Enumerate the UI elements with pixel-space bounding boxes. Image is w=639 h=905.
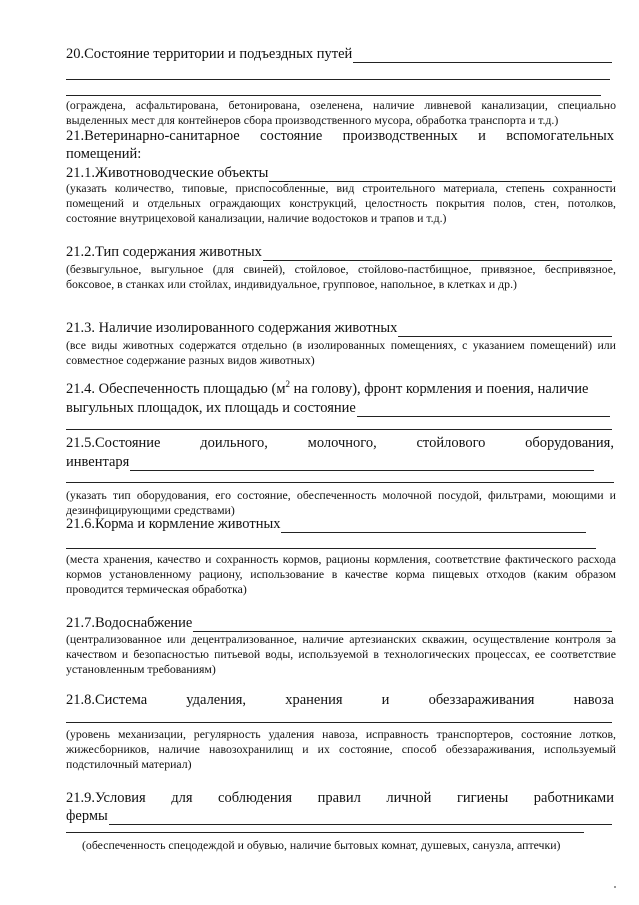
section-21-9-note: (обеспеченность спецодеждой и обувью, наличие бытовых комнат, душевых, санузла, аптечки) [82, 838, 561, 852]
section-21-word: и [478, 128, 486, 144]
section-20-note: (ограждена, асфальтирована, бетонирована, озеленена, наличие ливневой канализации, специально выделенных мест для контейнеров сбора производственного мусора, обработка транспорта и т.д.) [66, 98, 616, 127]
section-21-3-note: (все виды животных содержатся отдельно (в изолированных помещениях, с указанием помещений) или совместное содержание разных видов животных) [66, 338, 616, 367]
section-21-word: производственных [342, 128, 458, 144]
answer-line [130, 457, 594, 471]
section-21-2-title-row [66, 244, 612, 261]
answer-line [66, 722, 612, 723]
section-21-5-word: стойлового [416, 435, 486, 451]
section-21-8-word: обеззараживания [428, 692, 535, 708]
superscript-2: 2 [285, 379, 291, 390]
section-21-1-title-row [66, 165, 612, 182]
section-21-9-title-line2: фермы [66, 808, 108, 824]
section-21-6-note: (места хранения, качество и сохранность кормов, рационы кормления, соответствие фактического расхода кормов установленному рациону, использование в качестве корма пищевых отходов (каким образом проводится термическая обработка) [66, 552, 616, 596]
section-21-9-word: личной [386, 790, 432, 806]
section-21-5-title [66, 435, 614, 452]
section-20-title-row [66, 46, 612, 63]
section-21-4-text: 21.4. Обеспеченность площадью (м [66, 381, 286, 397]
section-21-9-word: для [171, 790, 193, 806]
section-21-8-note: (уровень механизации, регулярность удаления навоза, исправность транспортеров, состояние лотков, жижесборников, наличие навозохранилищ и их состояние, способ обеззараживания, используемый подстилочный материал) [66, 727, 616, 771]
answer-line [66, 429, 612, 430]
answer-line [398, 323, 612, 337]
section-21-8-word: хранения [285, 692, 343, 708]
section-21-1-note: (указать количество, типовые, приспособленные, вид строительного материала, степень сохранности помещений и отдельных ограждающих конструкций, целостность покрытия полов, стен, потолков, состояние внутрицеховой канализации, наличие водостоков и трапов и т.д.) [66, 181, 616, 225]
answer-line [281, 519, 586, 533]
answer-line [269, 168, 612, 182]
section-21-5-word: молочного, [307, 435, 377, 451]
answer-line [193, 618, 612, 632]
section-21-8-title [66, 692, 614, 709]
section-21-9-word: 21.9.Условия [66, 790, 146, 806]
answer-line [66, 832, 584, 833]
section-21-8-word: 21.8.Система [66, 692, 148, 708]
section-21-8-word: и [381, 692, 390, 708]
section-20-title: 20.Состояние территории и подъездных путей [66, 46, 353, 62]
section-21-7-title: 21.7.Водоснабжение [66, 615, 193, 631]
answer-line [109, 811, 612, 825]
section-21-2-note: (безвыгульное, выгульное (для свиней), стойловое, стойлово-пастбищное, привязное, беспривязное, боксовое, в станках или стойлах, индивидуальное, групповое, напольное, в клетках и др.) [66, 262, 616, 291]
section-21-4-title [66, 381, 616, 398]
answer-line [66, 482, 614, 483]
section-21-5-note: (указать тип оборудования, его состояние, обеспеченность молочной посудой, фильтрами, моющими и дезинфицирующими средствами) [66, 488, 616, 517]
answer-line [66, 95, 601, 96]
section-21-word: вспомогательных [506, 128, 614, 144]
section-21-7-title-row [66, 615, 612, 632]
answer-line [263, 247, 612, 261]
section-21-5-word: доильного, [200, 435, 268, 451]
section-21-word: 21.Ветеринарно-санитарное [66, 128, 240, 144]
section-21-9-word: правил [317, 790, 361, 806]
section-21-9-title [66, 790, 614, 807]
section-21-title [66, 128, 614, 145]
section-21-5-line2-row [66, 454, 594, 471]
section-21-3-title-row [66, 320, 612, 337]
answer-line [353, 49, 612, 63]
section-21-2-title: 21.2.Тип содержания животных [66, 244, 262, 260]
section-21-9-word: соблюдения [218, 790, 293, 806]
scan-speck [614, 886, 616, 888]
section-21-8-word: удаления, [186, 692, 247, 708]
section-21-1-title: 21.1.Животноводческие объекты [66, 165, 269, 181]
answer-line [66, 79, 610, 80]
answer-line [357, 403, 610, 417]
section-21-9-word: работниками [533, 790, 614, 806]
section-21-5-word: оборудования, [525, 435, 614, 451]
section-21-4-line2-row [66, 400, 610, 417]
section-21-9-line2-row [66, 808, 612, 825]
section-21-6-title-row [66, 516, 586, 533]
section-21-4-title-line2: выгульных площадок, их площадь и состояние [66, 400, 356, 416]
section-21-title-line2: помещений: [66, 146, 142, 162]
section-21-4-text: на голову), фронт кормления и поения, наличие [290, 381, 589, 397]
section-21-7-note: (централизованное или децентрализованное, наличие артезианских скважин, осуществление контроля за качеством и безопасностью питьевой воды, используемой в технологических процессах, ее соответствие установленным требованиям) [66, 632, 616, 676]
section-21-5-title-line2: инвентаря [66, 454, 130, 470]
section-21-8-word: навоза [573, 692, 614, 708]
section-21-6-title: 21.6.Корма и кормление животных [66, 516, 281, 532]
section-21-5-word: 21.5.Состояние [66, 435, 161, 451]
section-21-9-word: гигиены [456, 790, 509, 806]
section-21-word: состояние [260, 128, 323, 144]
answer-line [66, 548, 596, 549]
section-21-3-title: 21.3. Наличие изолированного содержания животных [66, 320, 398, 336]
